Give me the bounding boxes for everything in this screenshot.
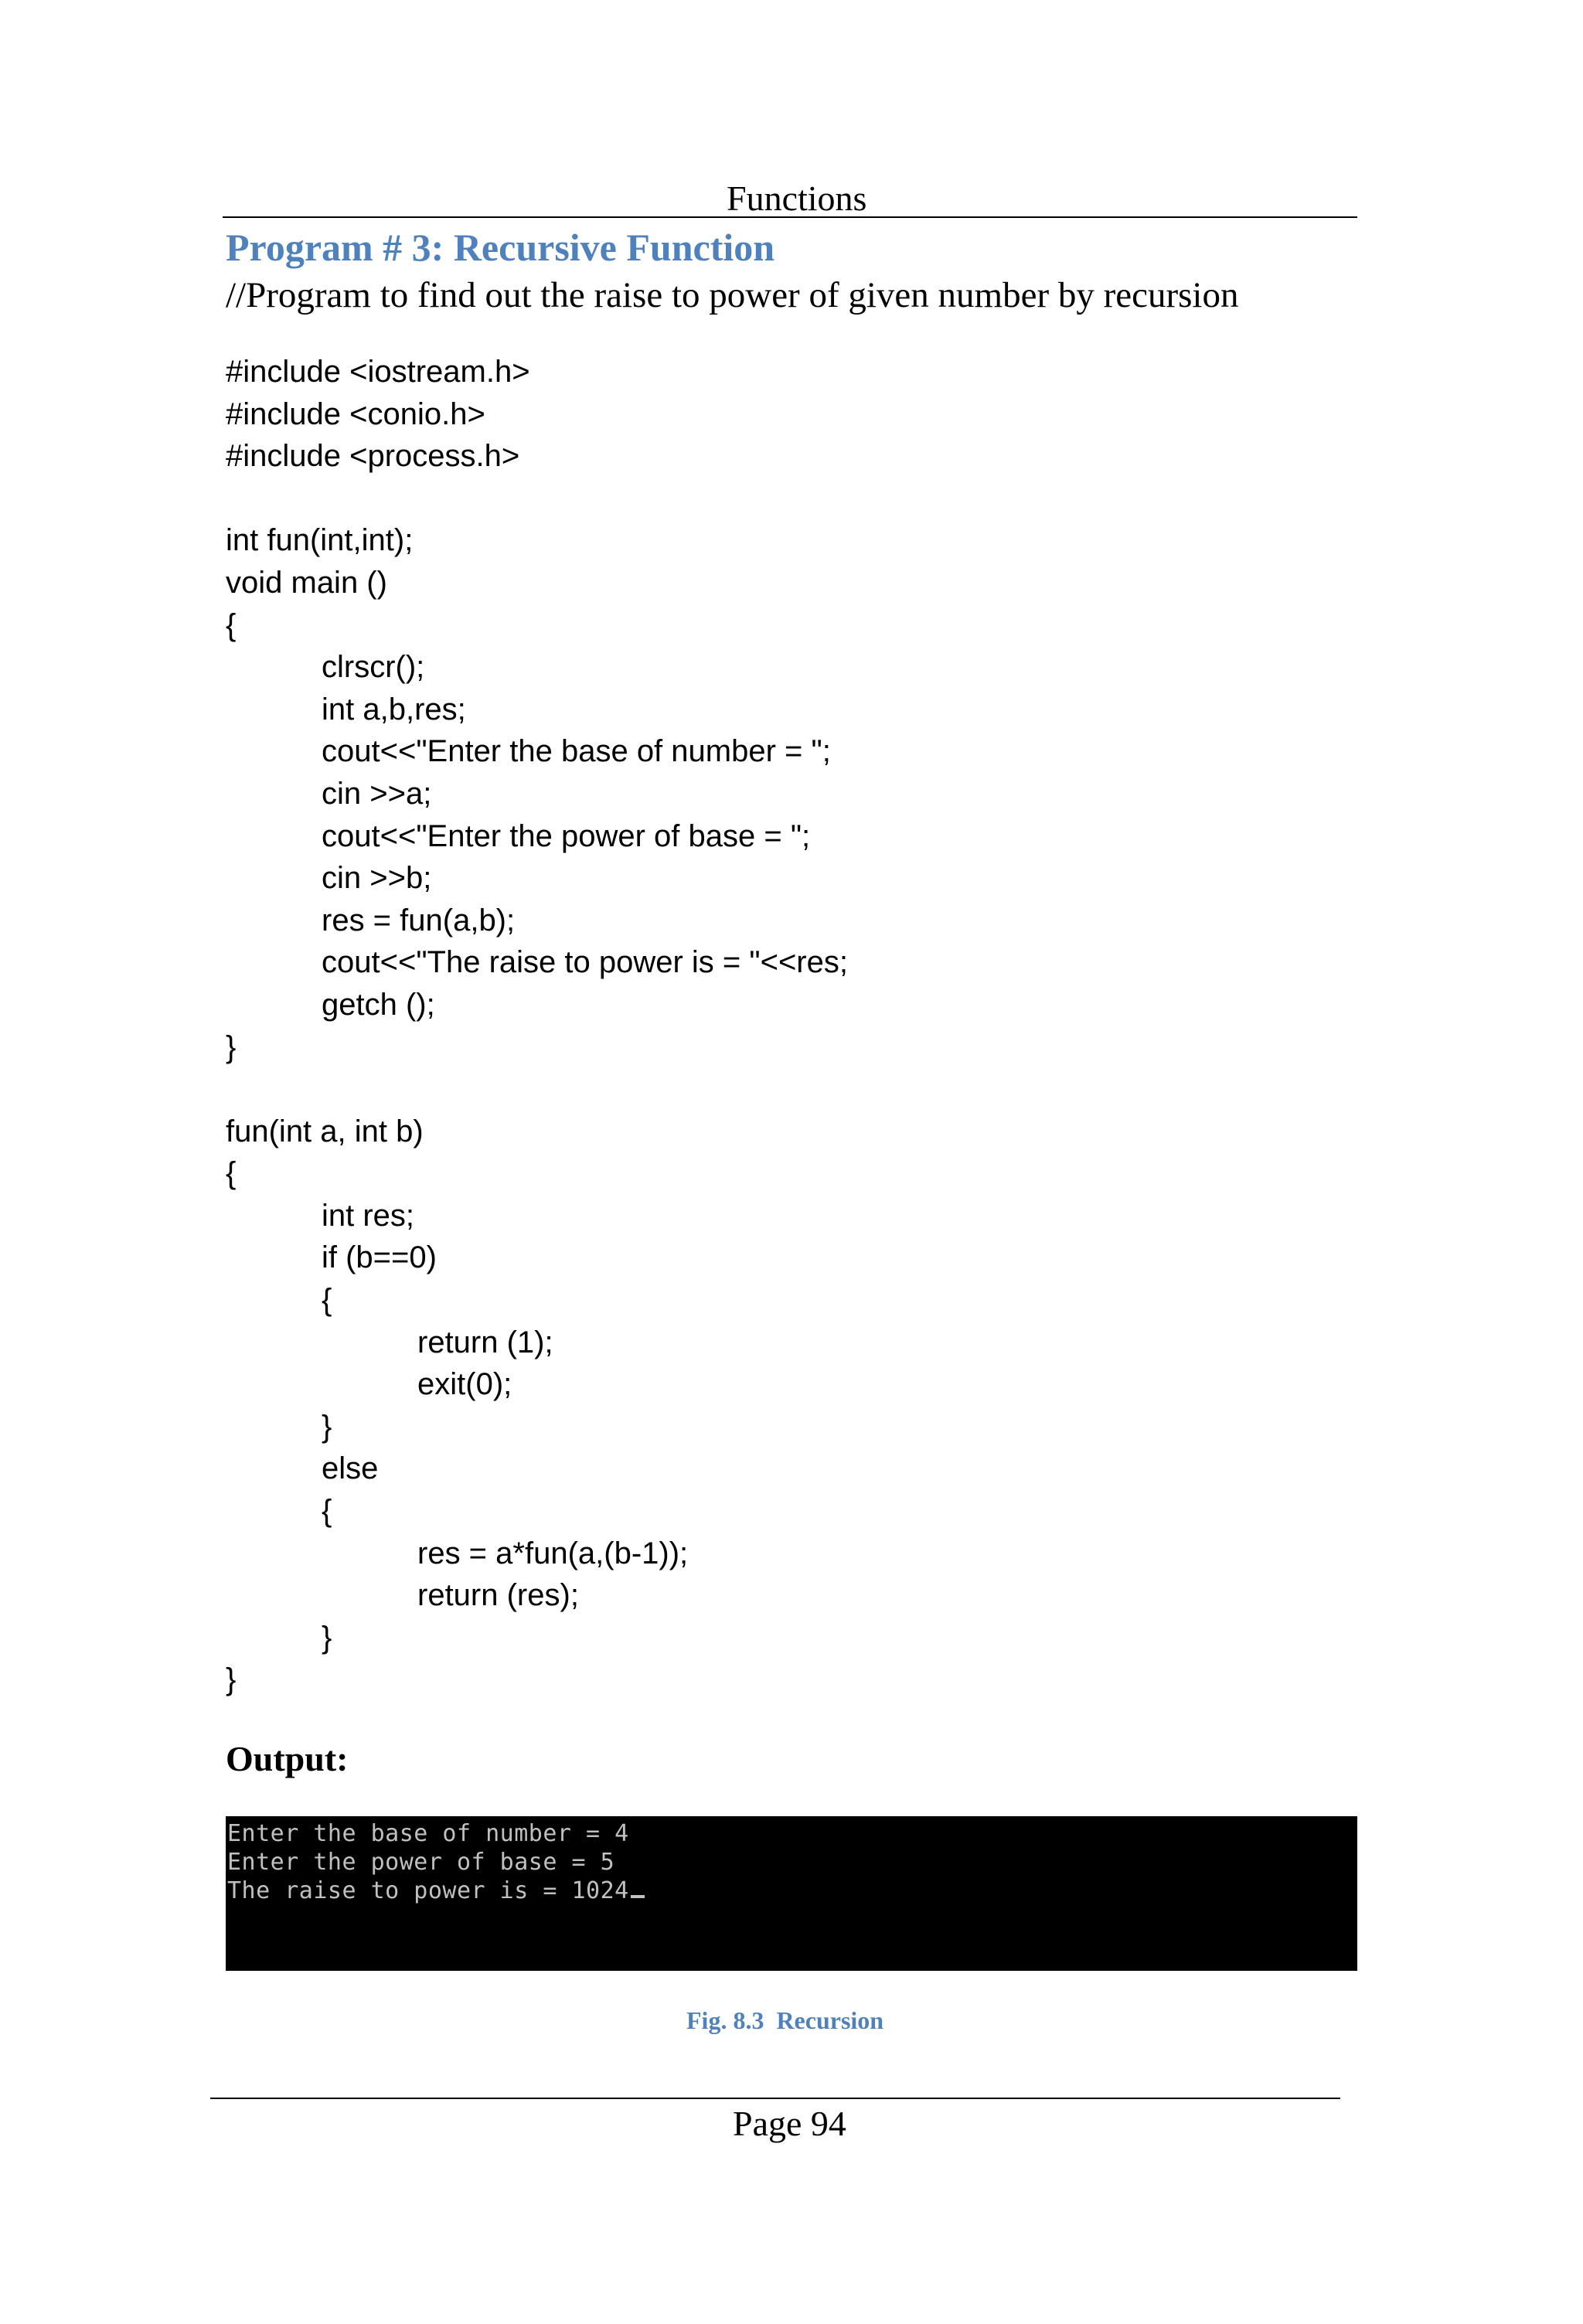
code-line: cin >>a; [322, 776, 432, 811]
code-line: clrscr(); [322, 650, 425, 685]
running-header: Functions [727, 179, 867, 218]
code-line: #include <conio.h> [226, 396, 485, 431]
code-line-blank [226, 478, 848, 520]
code-line: } [322, 1409, 332, 1444]
code-line: } [226, 1029, 237, 1064]
code-line: } [322, 1620, 332, 1655]
code-line: #include <iostream.h> [226, 355, 530, 389]
console-line: Enter the base of number = 4 [227, 1820, 629, 1847]
code-line: #include <process.h> [226, 439, 520, 474]
code-line: void main () [226, 565, 387, 600]
code-listing [226, 351, 848, 1701]
console-line-last [227, 1877, 1356, 1905]
code-line: int res; [322, 1198, 415, 1233]
code-line: { [226, 1156, 237, 1191]
code-line: { [322, 1494, 332, 1529]
code-line: if (b==0) [322, 1240, 437, 1275]
code-line: int a,b,res; [322, 692, 466, 726]
program-title: Program # 3: Recursive Function [226, 226, 775, 269]
footer-rule [210, 2098, 1340, 2099]
console-output-screenshot [226, 1816, 1357, 1971]
code-line: return (1); [417, 1325, 553, 1359]
code-line: } [226, 1662, 237, 1697]
code-line: { [226, 607, 237, 642]
figure-caption: Fig. 8.3 Recursion [686, 2006, 884, 2034]
code-line: int fun(int,int); [226, 523, 414, 558]
code-line: cout<<"The raise to power is = "<<res; [322, 945, 848, 980]
console-line: Enter the power of base = 5 [227, 1849, 615, 1876]
code-line: fun(int a, int b) [226, 1114, 424, 1148]
code-line: res = a*fun(a,(b-1)); [417, 1536, 689, 1570]
code-line: cin >>b; [322, 861, 432, 896]
header-rule [223, 216, 1357, 218]
program-comment: //Program to find out the raise to power of given number by recursion [226, 275, 1239, 315]
code-line: res = fun(a,b); [322, 903, 516, 937]
code-line: return (res); [417, 1578, 579, 1613]
code-line: getch (); [322, 987, 435, 1022]
console-line-text: The raise to power is = 1024 [227, 1877, 629, 1904]
code-line-blank [226, 1068, 848, 1111]
page-number: Page 94 [733, 2104, 846, 2143]
code-line: cout<<"Enter the base of number = "; [322, 734, 831, 769]
code-line: else [322, 1451, 379, 1486]
code-line: exit(0); [417, 1367, 512, 1402]
code-line: { [322, 1283, 332, 1318]
console-cursor-icon [631, 1895, 645, 1898]
code-line: cout<<"Enter the power of base = "; [322, 818, 811, 853]
output-heading: Output: [226, 1739, 349, 1778]
